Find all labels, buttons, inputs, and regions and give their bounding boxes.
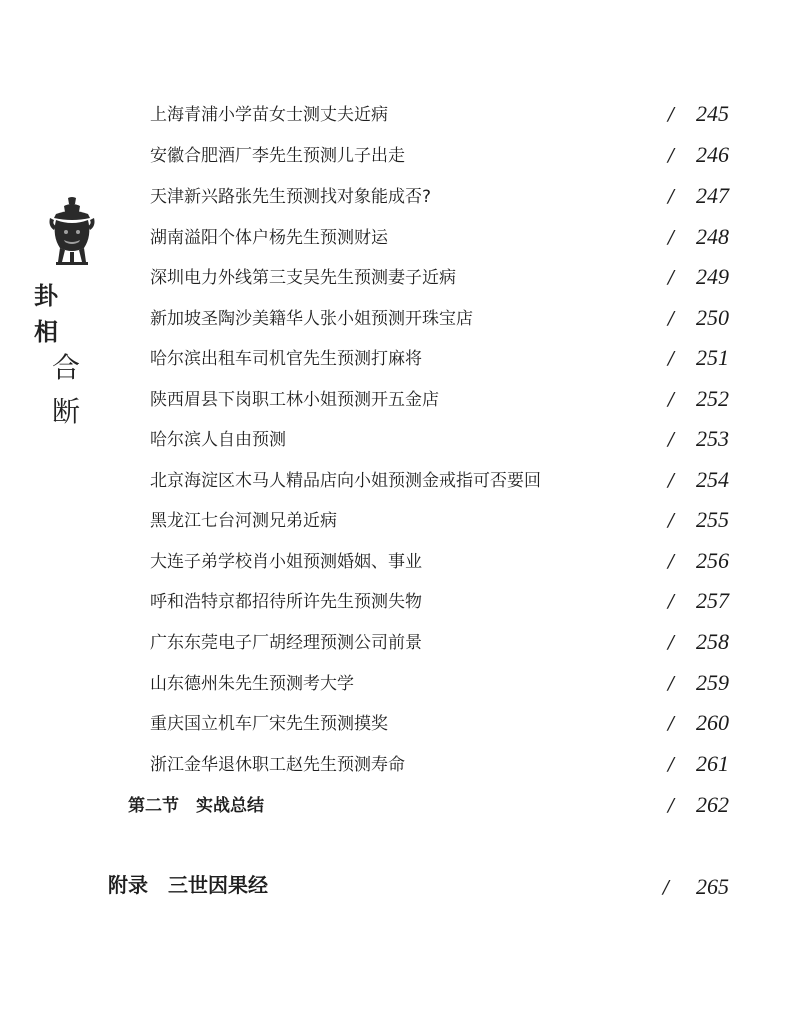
side-title-char: 合 (52, 351, 81, 384)
toc-entry[interactable] (150, 138, 800, 168)
toc-page-number: 252 (696, 386, 729, 411)
side-title-char: 断 (52, 395, 81, 428)
toc-page-number: 248 (696, 224, 729, 249)
side-title-char: 卦 (34, 281, 58, 310)
toc-entry-title: 上海青浦小学苗女士测丈夫近病 (150, 105, 388, 125)
toc-separator: / (668, 673, 675, 694)
toc-entry[interactable] (150, 666, 800, 696)
toc-separator: / (668, 470, 675, 491)
toc-separator: / (663, 877, 670, 898)
toc-separator: / (668, 186, 675, 207)
toc-page-number: 251 (696, 345, 729, 370)
toc-separator: / (668, 267, 675, 288)
toc-page-number: 257 (696, 588, 729, 613)
toc-page-number: 256 (696, 548, 729, 573)
toc-entry-title: 安徽合肥酒厂李先生预测儿子出走 (150, 146, 405, 166)
toc-entry-title: 浙江金华退休职工赵先生预测寿命 (150, 755, 405, 775)
toc-entry[interactable] (150, 625, 800, 655)
toc-entry[interactable] (150, 260, 800, 290)
toc-separator: / (668, 551, 675, 572)
toc-entry[interactable] (150, 220, 800, 250)
toc-section-title: 第二节 实战总结 (128, 796, 264, 816)
toc-page-number: 254 (696, 467, 729, 492)
side-title-char: 相 (34, 317, 58, 346)
toc-entry-title: 北京海淀区木马人精品店向小姐预测金戒指可否要回 (150, 471, 541, 491)
toc-page-number: 249 (696, 264, 729, 289)
toc-page-number: 245 (696, 101, 729, 126)
toc-section-entry[interactable] (128, 788, 800, 818)
toc-appendix-title: 附录 三世因果经 (108, 873, 268, 897)
toc-separator: / (668, 713, 675, 734)
toc-separator: / (668, 754, 675, 775)
toc-separator: / (668, 795, 675, 816)
toc-entry-title: 黑龙江七台河测兄弟近病 (150, 511, 337, 531)
toc-page-number: 258 (696, 629, 729, 654)
toc-entry-title: 广东东莞电子厂胡经理预测公司前景 (150, 633, 422, 653)
toc-entry-title: 天津新兴路张先生预测找对象能成否? (150, 187, 432, 207)
toc-separator: / (668, 227, 675, 248)
vessel-emblem-icon (46, 196, 98, 268)
toc-separator: / (668, 104, 675, 125)
toc-separator: / (668, 429, 675, 450)
toc-entry[interactable] (150, 463, 800, 493)
toc-page-number: 255 (696, 507, 729, 532)
toc-page-number: 259 (696, 670, 729, 695)
toc-separator: / (668, 510, 675, 531)
toc-entry-title: 呼和浩特京都招待所许先生预测失物 (150, 592, 422, 612)
toc-page-number: 247 (696, 183, 729, 208)
toc-page-number: 262 (696, 792, 729, 817)
toc-entry-title: 新加坡圣陶沙美籍华人张小姐预测开珠宝店 (150, 309, 473, 329)
toc-entry[interactable] (150, 706, 800, 736)
toc-entry-title: 山东德州朱先生预测考大学 (150, 674, 354, 694)
toc-entry[interactable] (150, 179, 800, 209)
toc-separator: / (668, 389, 675, 410)
toc-appendix-entry[interactable] (108, 870, 800, 900)
toc-entry[interactable] (150, 422, 800, 452)
toc-entry-title: 哈尔滨人自由预测 (150, 430, 286, 450)
toc-separator: / (668, 308, 675, 329)
toc-entry[interactable] (150, 301, 800, 331)
toc-entry[interactable] (150, 747, 800, 777)
toc-entry[interactable] (150, 503, 800, 533)
toc-entry-title: 重庆国立机车厂宋先生预测摸奖 (150, 714, 388, 734)
toc-separator: / (668, 632, 675, 653)
toc-entry-title: 哈尔滨出租车司机官先生预测打麻将 (150, 349, 422, 369)
toc-entry[interactable] (150, 382, 800, 412)
toc-page-number: 261 (696, 751, 729, 776)
toc-entry[interactable] (150, 97, 800, 127)
toc-page-number: 260 (696, 710, 729, 735)
toc-page-number: 265 (696, 874, 729, 899)
toc-separator: / (668, 591, 675, 612)
toc-entry[interactable] (150, 584, 800, 614)
toc-separator: / (668, 348, 675, 369)
toc-entry[interactable] (150, 544, 800, 574)
toc-separator: / (668, 145, 675, 166)
toc-entry-title: 陕西眉县下岗职工林小姐预测开五金店 (150, 390, 439, 410)
toc-page-number: 250 (696, 305, 729, 330)
toc-entry-title: 深圳电力外线第三支吴先生预测妻子近病 (150, 268, 456, 288)
toc-page-number: 253 (696, 426, 729, 451)
toc-entry-title: 湖南溢阳个体户杨先生预测财运 (150, 228, 388, 248)
toc-page-number: 246 (696, 142, 729, 167)
side-book-title (30, 272, 90, 432)
toc-entry-title: 大连子弟学校肖小姐预测婚姻、事业 (150, 552, 422, 572)
toc-entry[interactable] (150, 341, 800, 371)
